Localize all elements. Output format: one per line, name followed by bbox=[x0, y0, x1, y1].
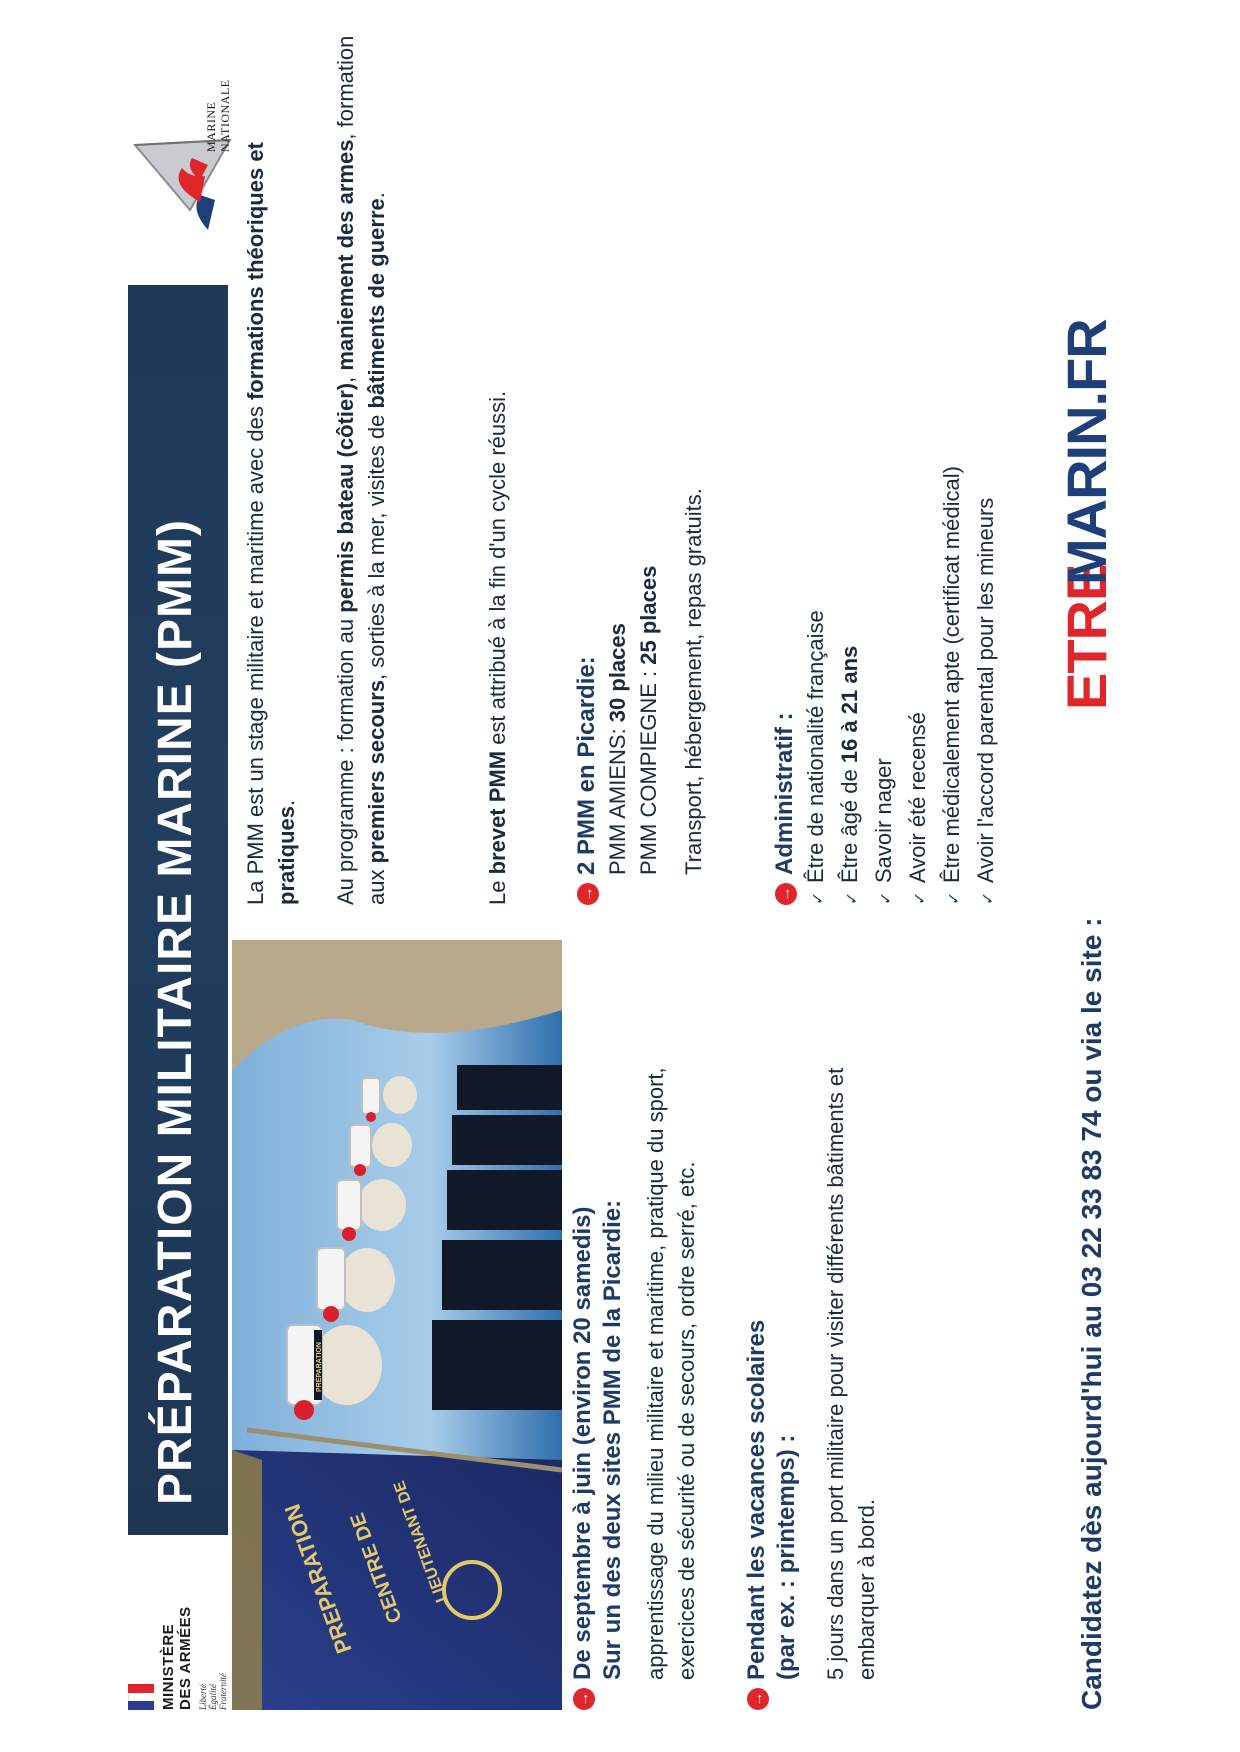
motto-egalite: Égalité bbox=[208, 1684, 218, 1710]
list-item: ✓Savoir nager bbox=[868, 25, 902, 905]
website-part-etre[interactable]: ETRE bbox=[1055, 564, 1118, 710]
page-title: PRÉPARATION MILITAIRE MARINE (PMM) bbox=[149, 519, 202, 1505]
marine-name-line1: MARINE bbox=[204, 101, 218, 152]
section-school-holidays bbox=[742, 940, 882, 1710]
check-icon: ✓ bbox=[878, 891, 895, 905]
section-picardie-head: →2 PMM en Picardie: bbox=[572, 25, 602, 905]
pmm-compiegne-line: PMM COMPIEGNE : 25 places bbox=[636, 565, 661, 875]
motto-fraternite: Fraternité bbox=[218, 1673, 228, 1710]
title-banner bbox=[128, 285, 228, 1535]
admin-requirements-list bbox=[800, 25, 1004, 905]
intro-paragraph-3: Le brevet PMM est attribué à la fin d'un cycle réussi. bbox=[485, 390, 510, 905]
footer-call-to-action bbox=[1048, 10, 1128, 1710]
list-item: ✓Être médicalement apte (certificat médical) bbox=[936, 25, 970, 905]
list-item: ✓Avoir l'accord parental pour les mineurs bbox=[970, 25, 1004, 905]
check-icon: ✓ bbox=[980, 891, 997, 905]
pmm-amiens-line: PMM AMIENS: 30 places bbox=[605, 623, 630, 875]
ministry-name-line2: DES ARMÉES bbox=[177, 1606, 194, 1710]
check-icon: ✓ bbox=[946, 891, 963, 905]
section-picardie-body: Transport, hébergement, repas gratuits. bbox=[681, 488, 706, 875]
flag-text-line2: CENTRE DE bbox=[346, 1509, 407, 1626]
intro-paragraph-2: Au programme : formation au permis bateau (côtier), maniement des armes, formation aux premiers secours, sorties à la mer, visites de bâtiments de guerre. bbox=[333, 35, 389, 905]
section-admin-head: →Administratif : bbox=[770, 25, 800, 905]
list-item: ✓Être âgé de 16 à 21 ans bbox=[834, 25, 868, 905]
website-part-marin[interactable]: MARIN.FR bbox=[1055, 319, 1118, 585]
arrow-right-icon: → bbox=[573, 1688, 595, 1710]
check-icon: ✓ bbox=[912, 891, 929, 905]
section-holidays-body: 5 jours dans un port militaire pour visiter différents bâtiments et embarquer à bord. bbox=[823, 1067, 879, 1680]
ministry-logo bbox=[128, 1550, 228, 1710]
arrow-right-icon: → bbox=[747, 1688, 769, 1710]
section-picardie bbox=[572, 25, 709, 905]
section-september-body: apprentissage du milieu militaire et maritime, pratique du sport, exercices de sécurité ou de secours, ordre serré, etc. bbox=[643, 1067, 699, 1680]
sailors-photo-illustration bbox=[232, 940, 562, 1710]
check-icon: ✓ bbox=[810, 891, 827, 905]
footer-contact-text: Candidatez dès aujourd'hui au 03 22 33 83 74 ou via le site : bbox=[1076, 917, 1107, 1710]
marine-name-line2: NATIONALE bbox=[218, 79, 232, 152]
arrow-right-icon: → bbox=[577, 883, 599, 905]
marianne-flag-icon bbox=[128, 1684, 154, 1710]
check-icon: ✓ bbox=[844, 891, 861, 905]
section-september-head: →De septembre à juin (environ 20 samedis) bbox=[568, 940, 598, 1710]
section-holidays-head: →Pendant les vacances scolaires bbox=[742, 940, 772, 1710]
cap-ribbon-text: PRÉPARATION bbox=[316, 1342, 323, 1392]
flag-text-line3: LIEUTENANT DE bbox=[391, 1478, 451, 1605]
section-september-june bbox=[568, 940, 702, 1710]
flag-text-line1: PREPARATION bbox=[279, 1500, 357, 1657]
section-september-subhead: Sur un des deux sites PMM de la Picardie: bbox=[599, 1199, 626, 1680]
sailors-parade-photo bbox=[232, 940, 562, 1710]
motto-liberte: Liberté bbox=[198, 1684, 208, 1710]
list-item: ✓Être de nationalité française bbox=[800, 25, 834, 905]
arrow-right-icon: → bbox=[775, 883, 797, 905]
intro-paragraph-1: La PMM est un stage militaire et maritime avec des formations théoriques et pratiques. bbox=[243, 142, 299, 905]
section-holidays-subhead: (par ex. : printemps) : bbox=[773, 1434, 800, 1680]
list-item: ✓Avoir été recensé bbox=[902, 25, 936, 905]
section-administratif bbox=[770, 25, 1004, 905]
ministry-name-line1: MINISTÈRE bbox=[160, 1623, 177, 1710]
